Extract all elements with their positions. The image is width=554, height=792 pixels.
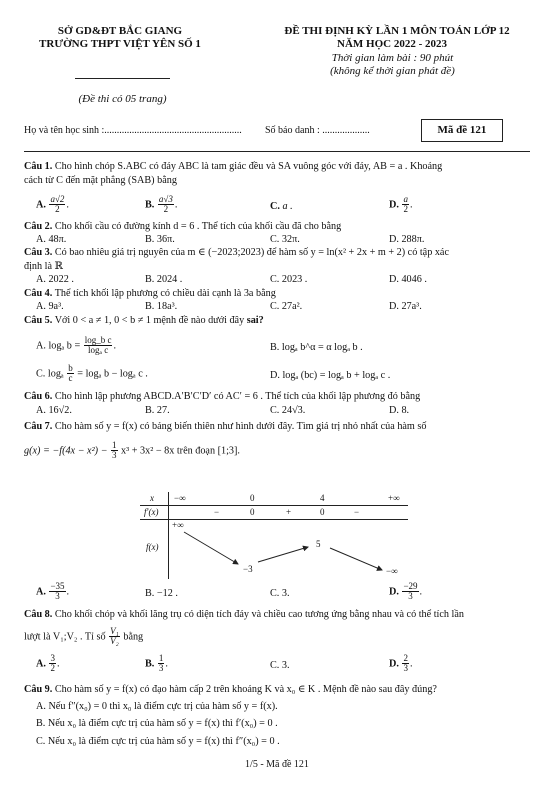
q7-option-a[interactable]: A. $\frac{-35}{3}$ .: [36, 581, 70, 602]
arrow-decreasing-1: [184, 532, 238, 564]
q8-option-b[interactable]: B. $\frac{1}{3}$ .: [145, 653, 168, 674]
row-label-f: f(x): [146, 542, 159, 552]
q7-option-d[interactable]: D. $\frac{-29}{3}$ .: [389, 581, 423, 602]
question-8-cont: lượt là V₁;V₂ . Tỉ số $\frac{\text{V₁}}{\text{V₂}}$ bằng: [24, 626, 144, 647]
info-rule: [24, 151, 530, 152]
q2-option-c[interactable]: C. 32π.: [270, 234, 300, 245]
exam-title: ĐỀ THI ĐỊNH KỲ LẦN 1 MÔN TOÁN LỚP 12: [284, 25, 510, 37]
q6-option-a[interactable]: A. 16√2.: [36, 405, 72, 416]
variation-arrows: [140, 492, 408, 579]
q5-option-b[interactable]: B. logₐ b^α = α logₐ b .: [270, 342, 363, 353]
q6-option-c[interactable]: C. 24√3.: [270, 405, 306, 416]
question-3: Câu 3. Có bao nhiêu giá trị nguyên của m ∈ (−2023;2023) để hàm số y = ln(x² + 2x + m + 2) có tập xác: [24, 247, 449, 258]
q3-option-b[interactable]: B. 2024 .: [145, 274, 183, 285]
exam-code-box: Mã đề 121: [421, 119, 503, 142]
fprime-sign-2: +: [286, 507, 292, 517]
q6-option-d[interactable]: D. 8.: [389, 405, 410, 416]
f-plus-infinity: +∞: [172, 520, 184, 530]
fprime-zero-1: 0: [250, 507, 255, 517]
q2-option-b[interactable]: B. 36π.: [145, 234, 175, 245]
arrow-increasing: [258, 547, 308, 562]
question-7-cont: g(x) = −f(4x − x²) − $\frac{1}{3}$ x³ + 3x² − 8x trên đoạn [1;3].: [24, 440, 240, 461]
question-3-cont: định là ℝ: [24, 261, 64, 272]
q9-option-b[interactable]: B. Nếu x₀ là điểm cực trị của hàm số y = f(x) thì f′(x₀) = 0 .: [36, 718, 278, 729]
question-6: Câu 6. Cho hình lập phương ABCD.A′B′C′D′ có AC′ = 6 . Thể tích của khối lập phương đó bằng: [24, 391, 421, 402]
f-max-value: 5: [316, 539, 321, 549]
q8-option-d[interactable]: D. $\frac{2}{3}$ .: [389, 653, 413, 674]
q1-option-b[interactable]: B. $\frac{a√3}{2}$ .: [145, 194, 178, 215]
question-8: Câu 8. Cho khối chóp và khối lăng trụ có diện tích đáy và chiều cao tương ứng bằng nhau và có thể tích lần: [24, 609, 464, 620]
q5-option-a[interactable]: A. logₐ b = $\frac{\text{log\_b c}}{\text{logₐ c}}$ .: [36, 335, 117, 356]
question-1-cont: cách từ C đến mặt phẳng (SAB) bằng: [24, 175, 177, 186]
q1-option-c[interactable]: C. a .: [270, 201, 293, 212]
q6-option-b[interactable]: B. 27.: [145, 405, 170, 416]
question-9: Câu 9. Cho hàm số y = f(x) có đạo hàm cấp 2 trên khoảng K và x₀ ∈ K . Mệnh đề nào sau đây đúng?: [24, 684, 437, 695]
question-7: Câu 7. Cho hàm số y = f(x) có bảng biến thiên như hình dưới đây. Tìm giá trị nhỏ nhất của hàm số: [24, 421, 427, 432]
q1-option-d[interactable]: D. $\frac{a}{2}$ .: [389, 194, 413, 215]
row-label-fprime: f′(x): [144, 507, 159, 517]
student-id-field[interactable]: Số báo danh : ...................: [265, 125, 370, 136]
q8-option-a[interactable]: A. $\frac{3}{2}$ .: [36, 653, 60, 674]
q2-option-d[interactable]: D. 288π.: [389, 234, 425, 245]
question-5: Câu 5. Với 0 < a ≠ 1, 0 < b ≠ 1 mệnh đề nào dưới đây sai?: [24, 315, 264, 326]
x-zero: 0: [250, 493, 255, 503]
duration-note: (không kể thời gian phát đề): [330, 65, 455, 77]
q2-option-a[interactable]: A. 48π.: [36, 234, 67, 245]
q9-option-c[interactable]: C. Nếu x₀ là điểm cực trị của hàm số y = f(x) thì f″(x₀) = 0 .: [36, 736, 280, 747]
q9-option-a[interactable]: A. Nếu f″(x₀) = 0 thì x₀ là điểm cực trị của hàm số y = f(x).: [36, 701, 278, 712]
variation-table: [140, 492, 408, 579]
x-four: 4: [320, 493, 325, 503]
school-name: TRƯỜNG THPT VIỆT YÊN SỐ 1: [39, 38, 201, 50]
q7-option-b[interactable]: B. −12 .: [145, 588, 178, 599]
page-footer: 1/5 - Mã đề 121: [245, 759, 309, 770]
x-plus-infinity: +∞: [388, 493, 400, 503]
f-min-value: −3: [243, 564, 253, 574]
fprime-zero-2: 0: [320, 507, 325, 517]
q4-option-b[interactable]: B. 18a³.: [145, 301, 178, 312]
duration: Thời gian làm bài : 90 phút: [331, 52, 454, 64]
q8-option-c[interactable]: C. 3.: [270, 660, 290, 671]
q5-option-d[interactable]: D. logₐ (bc) = logₐ b + logₐ c .: [270, 370, 391, 381]
row-label-x: x: [150, 493, 154, 503]
fprime-sign-3: −: [354, 507, 360, 517]
school-year: NĂM HỌC 2022 - 2023: [337, 38, 447, 50]
f-minus-infinity: −∞: [386, 566, 398, 576]
q4-option-c[interactable]: C. 27a².: [270, 301, 303, 312]
question-2: Câu 2. Cho khối cầu có đường kính d = 6 . Thể tích của khối cầu đã cho bằng: [24, 221, 342, 232]
question-1: Câu 1. Cho hình chóp S.ABC có đáy ABC là tam giác đều và SA vuông góc với đáy, AB = a . Khoảng: [24, 161, 443, 172]
arrow-decreasing-2: [330, 548, 382, 570]
pages-note: (Đề thi có 05 trang): [78, 93, 167, 105]
q7-option-c[interactable]: C. 3.: [270, 588, 290, 599]
q1-option-a[interactable]: A. $\frac{a√2}{2}$ .: [36, 194, 69, 215]
q4-option-a[interactable]: A. 9a³.: [36, 301, 64, 312]
q5-option-c[interactable]: C. logₐ $\frac{b}{c}$ = logₐ b − logₐ c .: [36, 363, 148, 384]
question-4: Câu 4. Thể tích khối lập phương có chiều dài cạnh là 3a bằng: [24, 288, 276, 299]
q3-option-c[interactable]: C. 2023 .: [270, 274, 308, 285]
fprime-sign-1: −: [214, 507, 220, 517]
q4-option-d[interactable]: D. 27a³.: [389, 301, 422, 312]
q3-option-d[interactable]: D. 4046 .: [389, 274, 427, 285]
student-name-field[interactable]: Họ và tên học sinh :.......................................................: [24, 125, 242, 136]
header-rule: [75, 78, 170, 79]
department: SỞ GD&ĐT BẮC GIANG: [57, 25, 183, 37]
x-minus-infinity: −∞: [174, 493, 186, 503]
q3-option-a[interactable]: A. 2022 .: [36, 274, 74, 285]
